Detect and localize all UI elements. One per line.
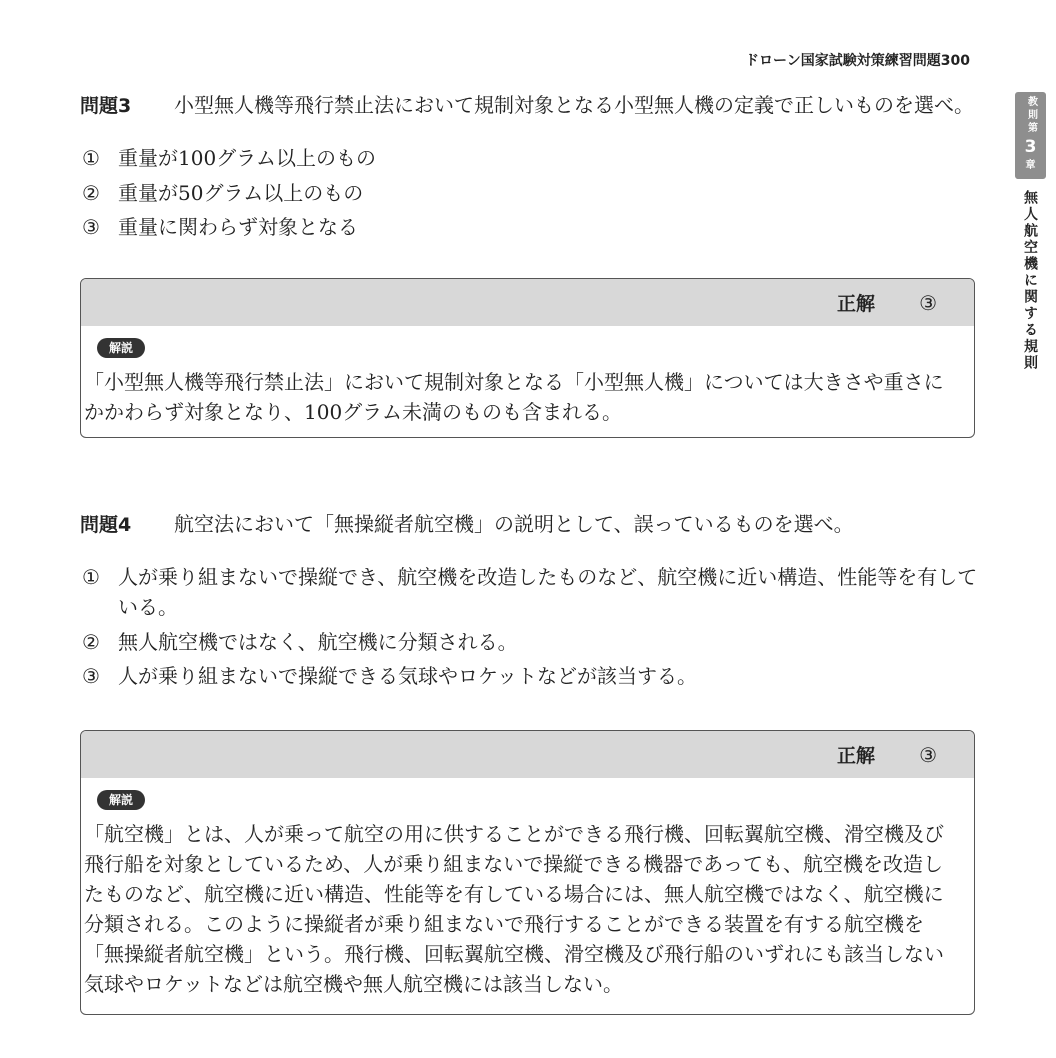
option-marker: ② bbox=[82, 180, 100, 205]
option-1 bbox=[80, 562, 1010, 622]
explanation-badge-row bbox=[81, 326, 974, 358]
option-text bbox=[118, 661, 697, 691]
option-text bbox=[118, 143, 376, 173]
option-list bbox=[80, 143, 1010, 242]
answer-value: ③ bbox=[919, 290, 937, 315]
option-text bbox=[118, 212, 358, 242]
option-marker: ① bbox=[82, 146, 100, 170]
option-line: 人が乗り組まないで操縦できる気球やロケットなどが該当する。 bbox=[118, 664, 697, 688]
option-text bbox=[118, 178, 363, 208]
explanation-text bbox=[81, 819, 974, 999]
option-list bbox=[80, 562, 1010, 691]
option-3 bbox=[80, 212, 1010, 242]
option-1 bbox=[80, 143, 1010, 173]
answer-band bbox=[81, 731, 974, 778]
answer-label: 正解 bbox=[837, 293, 876, 315]
explanation-line: かかわらず対象となり、100グラム未満のものも含まれる。 bbox=[84, 400, 622, 424]
question-label: 問題4 bbox=[80, 514, 132, 536]
chapter-title-vertical: 無人航空機に関する規則 bbox=[1022, 190, 1038, 372]
question-4 bbox=[80, 509, 1010, 696]
answer-box-3 bbox=[80, 278, 975, 438]
question-text: 小型無人機等飛行禁止法において規制対象となる小型無人機の定義で正しいものを選べ。 bbox=[174, 93, 974, 117]
answer-value: ③ bbox=[919, 742, 937, 767]
explanation-line: 「無操縦者航空機」という。飛行機、回転翼航空機、滑空機及び飛行船のいずれにも該当しない bbox=[84, 942, 944, 966]
question-stem bbox=[80, 509, 1010, 539]
option-line: 人が乗り組まないで操縦でき、航空機を改造したものなど、航空機に近い構造、性能等を有して bbox=[118, 565, 978, 589]
running-title: ドローン国家試験対策練習問題300 bbox=[745, 53, 970, 69]
answer-band bbox=[81, 279, 974, 326]
option-text bbox=[118, 562, 977, 622]
option-line: 無人航空機ではなく、航空機に分類される。 bbox=[118, 629, 518, 654]
explanation-line: 「航空機」とは、人が乗って航空の用に供することができる飛行機、回転翼航空機、滑空機及び bbox=[84, 822, 944, 846]
option-line: 重量が100グラム以上のもの bbox=[118, 146, 376, 170]
option-line: いる。 bbox=[118, 595, 178, 619]
question-text: 航空法において「無操縦者航空機」の説明として、誤っているものを選べ。 bbox=[174, 512, 854, 536]
question-3 bbox=[80, 90, 1010, 247]
chapter-tab-prefix: 教則第 bbox=[1025, 96, 1037, 135]
explanation-line: 「小型無人機等飛行禁止法」において規制対象となる「小型無人機」については大きさや重さに bbox=[84, 370, 944, 394]
chapter-tab-suffix: 章 bbox=[1025, 160, 1036, 171]
option-line: 重量が50グラム以上のもの bbox=[118, 180, 364, 205]
question-stem bbox=[80, 90, 1010, 120]
explanation-line: たものなど、航空機に近い構造、性能等を有している場合には、無人航空機ではなく、航空機に bbox=[84, 882, 944, 906]
option-marker: ③ bbox=[82, 664, 100, 688]
option-marker: ③ bbox=[82, 215, 100, 239]
answer-label: 正解 bbox=[837, 745, 876, 767]
option-2 bbox=[80, 178, 1010, 208]
chapter-tab-number: 3 bbox=[1024, 137, 1037, 157]
option-3 bbox=[80, 661, 1010, 691]
explanation-line: 気球やロケットなどは航空機や無人航空機には該当しない。 bbox=[84, 972, 623, 996]
option-2 bbox=[80, 627, 1010, 657]
explanation-badge: 解説 bbox=[97, 790, 145, 810]
option-marker: ② bbox=[82, 629, 100, 654]
chapter-tab bbox=[1015, 92, 1046, 179]
explanation-badge-row bbox=[81, 778, 974, 810]
question-label: 問題3 bbox=[80, 95, 132, 117]
explanation-line: 分類される。このように操縦者が乗り組まないで飛行することができる装置を有する航空機を bbox=[84, 912, 924, 936]
option-line: 重量に関わらず対象となる bbox=[118, 215, 358, 239]
explanation-text bbox=[81, 367, 974, 427]
option-text bbox=[118, 627, 518, 657]
explanation-badge: 解説 bbox=[97, 338, 145, 358]
explanation-line: 飛行船を対象としているため、人が乗り組まないで操縦できる機器であっても、航空機を改造し bbox=[84, 852, 943, 876]
answer-box-4 bbox=[80, 730, 975, 1015]
option-marker: ① bbox=[82, 565, 100, 589]
